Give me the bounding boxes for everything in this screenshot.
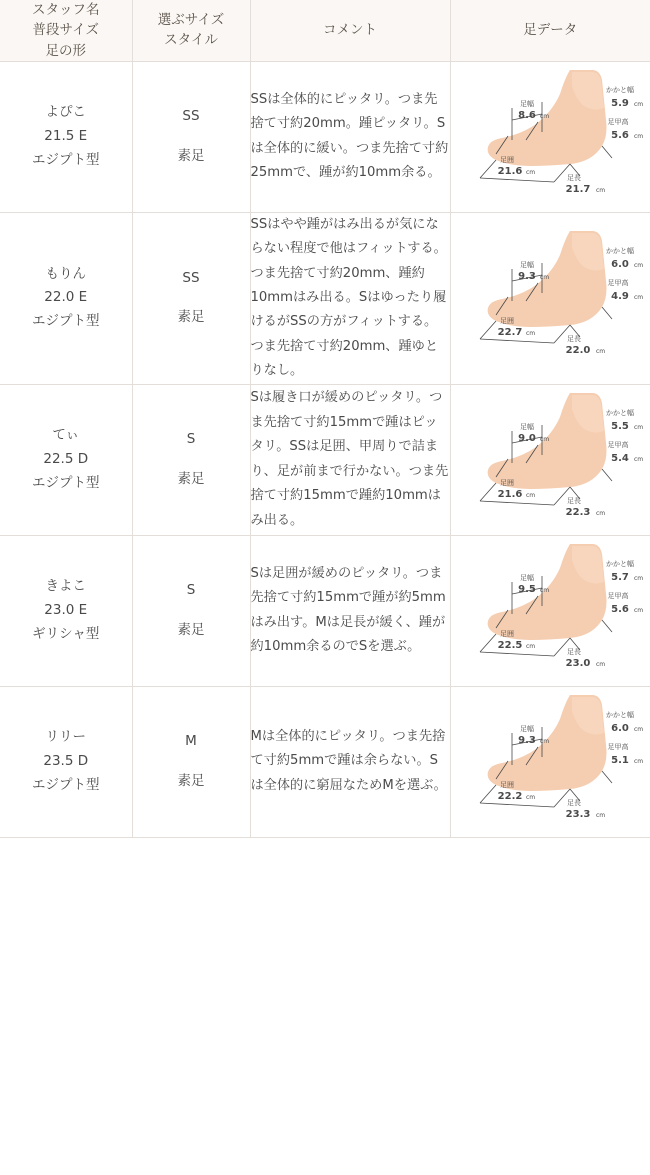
- value-circumference: 22.2: [497, 790, 523, 802]
- staff-foot-type: エジプト型: [32, 151, 100, 168]
- foot-diagram: [452, 62, 648, 212]
- value-width: 9.0: [518, 432, 537, 444]
- staff-name: もりん: [45, 265, 86, 282]
- table-body: [0, 61, 650, 837]
- label-width: 足幅: [520, 422, 535, 431]
- unit-circumference: cm: [526, 793, 536, 801]
- label-length: 足長: [567, 173, 582, 182]
- label-instep-height: 足甲高: [607, 591, 629, 600]
- value-width: 9.5: [518, 583, 537, 595]
- selected-size: SS: [182, 108, 200, 125]
- comment-cell: Mは全体的にピッタリ。つま先捨て寸約5mmで踵は余らない。Sは全体的に窮屈なためMを選ぶ。: [250, 686, 450, 837]
- header-staff-line-2: 普段サイズ: [32, 22, 99, 39]
- label-heel-width: かかと幅: [606, 710, 635, 719]
- value-width: 9.3: [518, 734, 537, 746]
- header-foot-data: [450, 0, 650, 61]
- staff-foot-type: エジプト型: [32, 313, 100, 330]
- header-size: [132, 0, 250, 61]
- header-staff-line-3: 足の形: [45, 42, 86, 59]
- label-circumference: 足囲: [500, 629, 515, 638]
- table-header-row: [0, 0, 650, 61]
- value-heel-width: 6.0: [611, 259, 630, 271]
- size-cell: [132, 535, 250, 686]
- value-instep-height: 5.4: [611, 452, 630, 464]
- foot-diagram: [452, 223, 648, 373]
- label-length: 足長: [567, 335, 582, 344]
- staff-name: リリー: [45, 729, 86, 746]
- label-width: 足幅: [520, 99, 535, 108]
- value-width: 9.3: [518, 271, 537, 283]
- label-circumference: 足囲: [500, 780, 515, 789]
- header-staff-line-1: スタッフ名: [32, 2, 100, 18]
- foot-illustration-icon: [452, 536, 648, 686]
- size-style: 素足: [177, 621, 205, 638]
- value-heel-width: 6.0: [611, 722, 630, 734]
- size-cell: [132, 686, 250, 837]
- foot-illustration-icon: [452, 385, 648, 535]
- staff-foot-type: ギリシャ型: [32, 625, 100, 642]
- label-length: 足長: [567, 496, 582, 505]
- label-width: 足幅: [520, 261, 535, 270]
- unit-length: cm: [596, 509, 606, 517]
- unit-heel-width: cm: [634, 423, 644, 431]
- staff-cell: [0, 212, 132, 384]
- value-heel-width: 5.9: [611, 97, 630, 109]
- unit-length: cm: [596, 660, 606, 668]
- unit-heel-width: cm: [634, 725, 644, 733]
- label-instep-height: 足甲高: [607, 440, 629, 449]
- label-width: 足幅: [520, 724, 535, 733]
- size-style: 素足: [177, 309, 205, 326]
- unit-instep-height: cm: [634, 606, 644, 614]
- value-width: 8.6: [518, 109, 537, 121]
- staff-cell: [0, 384, 132, 535]
- staff-name: てぃ: [52, 427, 80, 444]
- unit-width: cm: [540, 112, 550, 120]
- size-cell: [132, 61, 250, 212]
- value-heel-width: 5.5: [611, 420, 630, 432]
- unit-circumference: cm: [526, 330, 536, 338]
- selected-size: S: [186, 431, 196, 448]
- unit-length: cm: [596, 186, 606, 194]
- staff-usual-size: 23.0 E: [44, 601, 88, 618]
- header-staff: [0, 0, 132, 61]
- value-instep-height: 5.6: [611, 603, 630, 615]
- header-comment-line-1: コメント: [323, 22, 377, 39]
- foot-illustration-icon: [452, 687, 648, 837]
- unit-instep-height: cm: [634, 455, 644, 463]
- table-header: [0, 0, 650, 61]
- staff-usual-size: 22.0 E: [44, 289, 88, 306]
- value-length: 22.0: [565, 345, 591, 357]
- foot-data-cell: [450, 384, 650, 535]
- unit-width: cm: [540, 435, 550, 443]
- value-heel-width: 5.7: [611, 571, 630, 583]
- foot-diagram: [452, 536, 648, 686]
- foot-illustration-icon: [452, 62, 648, 212]
- unit-instep-height: cm: [634, 294, 644, 302]
- label-instep-height: 足甲高: [607, 742, 629, 751]
- unit-circumference: cm: [526, 642, 536, 650]
- label-length: 足長: [567, 647, 582, 656]
- label-instep-height: 足甲高: [607, 279, 629, 288]
- value-length: 23.0: [565, 657, 591, 669]
- selected-size: SS: [182, 269, 200, 286]
- staff-usual-size: 22.5 D: [43, 450, 89, 467]
- label-heel-width: かかと幅: [606, 559, 635, 568]
- value-length: 23.3: [565, 808, 591, 820]
- unit-heel-width: cm: [634, 574, 644, 582]
- header-size-line-2: スタイル: [164, 32, 218, 49]
- foot-data-cell: [450, 535, 650, 686]
- unit-length: cm: [596, 348, 606, 356]
- label-length: 足長: [567, 798, 582, 807]
- value-length: 22.3: [565, 506, 591, 518]
- size-cell: [132, 212, 250, 384]
- foot-data-cell: [450, 212, 650, 384]
- unit-heel-width: cm: [634, 100, 644, 108]
- label-circumference: 足囲: [500, 155, 515, 164]
- unit-circumference: cm: [526, 491, 536, 499]
- unit-length: cm: [596, 811, 606, 819]
- unit-heel-width: cm: [634, 262, 644, 270]
- staff-foot-type: エジプト型: [32, 776, 100, 793]
- unit-instep-height: cm: [634, 132, 644, 140]
- selected-size: S: [186, 582, 196, 599]
- label-instep-height: 足甲高: [607, 117, 629, 126]
- foot-illustration-icon: [452, 223, 648, 373]
- size-cell: [132, 384, 250, 535]
- size-style: 素足: [177, 470, 205, 487]
- table-row: [0, 535, 650, 686]
- staff-usual-size: 23.5 D: [43, 752, 89, 769]
- unit-width: cm: [540, 274, 550, 282]
- label-heel-width: かかと幅: [606, 247, 635, 256]
- header-foot-data-line-1: 足データ: [523, 22, 578, 39]
- unit-width: cm: [540, 586, 550, 594]
- value-circumference: 21.6: [497, 165, 523, 177]
- staff-usual-size: 21.5 E: [44, 127, 88, 144]
- foot-diagram: [452, 385, 648, 535]
- value-length: 21.7: [565, 183, 591, 195]
- value-circumference: 22.5: [497, 639, 523, 651]
- size-style: 素足: [177, 147, 205, 164]
- label-heel-width: かかと幅: [606, 408, 635, 417]
- comment-cell: SSは全体的にピッタリ。つま先捨て寸約20mm。踵ピッタリ。Sは全体的に緩い。つま先捨て寸約25mmで、踵が約10mm余る。: [250, 61, 450, 212]
- staff-name: きよこ: [45, 578, 86, 595]
- value-instep-height: 5.6: [611, 129, 630, 141]
- unit-instep-height: cm: [634, 757, 644, 765]
- staff-name: よぴこ: [45, 104, 86, 121]
- staff-foot-type: エジプト型: [32, 474, 100, 491]
- table-row: [0, 686, 650, 837]
- table-row: [0, 384, 650, 535]
- value-instep-height: 4.9: [611, 291, 630, 303]
- foot-diagram: [452, 687, 648, 837]
- comment-cell: Sは足囲が緩めのピッタリ。つま先捨て寸約15mmで踵が約5mmはみ出す。Mは足長が緩く、踵が約10mm余るのでSを選ぶ。: [250, 535, 450, 686]
- foot-data-cell: [450, 61, 650, 212]
- label-circumference: 足囲: [500, 317, 515, 326]
- label-heel-width: かかと幅: [606, 85, 635, 94]
- staff-cell: [0, 686, 132, 837]
- value-instep-height: 5.1: [611, 754, 630, 766]
- comment-cell: SSはやや踵がはみ出るが気にならない程度で他はフィットする。つま先捨て寸約20mm、踵約10mmはみ出る。Sはゆったり履けるがSSの方がフィットする。つま先捨て寸約20mm、踵ゆとりなし。: [250, 212, 450, 384]
- staff-cell: [0, 535, 132, 686]
- header-size-line-1: 選ぶサイズ: [157, 12, 225, 29]
- label-width: 足幅: [520, 573, 535, 582]
- staff-cell: [0, 61, 132, 212]
- comment-cell: Sは履き口が緩めのピッタリ。つま先捨て寸約15mmで踵はピッタリ。SSは足囲、甲周りで詰まり、足が前まで行かない。つま先捨て寸約15mmで踵約10mmはみ出る。: [250, 384, 450, 535]
- selected-size: M: [185, 733, 197, 750]
- value-circumference: 22.7: [497, 327, 523, 339]
- label-circumference: 足囲: [500, 478, 515, 487]
- header-comment: [250, 0, 450, 61]
- table-row: [0, 212, 650, 384]
- table-row: [0, 61, 650, 212]
- unit-circumference: cm: [526, 168, 536, 176]
- unit-width: cm: [540, 737, 550, 745]
- value-circumference: 21.6: [497, 488, 523, 500]
- foot-data-cell: [450, 686, 650, 837]
- size-style: 素足: [177, 772, 205, 789]
